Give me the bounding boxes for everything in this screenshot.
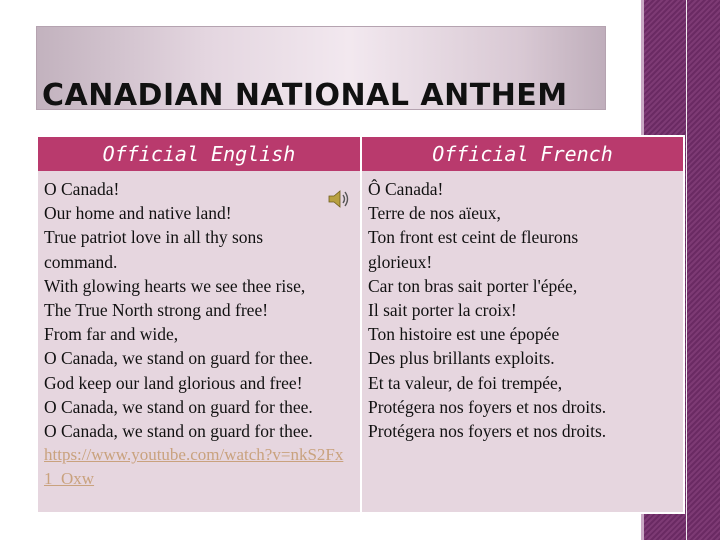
lyric-line: Il sait porter la croix!	[368, 300, 517, 321]
lyric-line: The True North strong and free!	[44, 300, 269, 321]
lyric-line: Terre de nos aïeux,	[368, 203, 501, 224]
lyric-line: With glowing hearts we see thee rise,	[44, 275, 306, 296]
video-link[interactable]: https://www.youtube.com/watch?v=nkS2Fx1_Oxw	[44, 445, 344, 489]
lyric-line: O Canada, we stand on guard for thee.	[44, 348, 313, 369]
lyric-line: Protégera nos foyers et nos droits.	[368, 421, 607, 442]
lyric-line: Et ta valeur, de foi trempée,	[368, 372, 563, 393]
french-column-header: Official French	[362, 137, 683, 171]
slide-title: CANADIAN NATIONAL ANTHEM	[42, 78, 568, 113]
lyric-line: command.	[44, 251, 118, 272]
lyric-line: Car ton bras sait porter l'épée,	[368, 275, 578, 296]
lyric-line: O Canada, we stand on guard for thee.	[44, 396, 313, 417]
column-divider	[360, 137, 362, 512]
lyric-line: glorieux!	[368, 251, 433, 272]
speaker-icon[interactable]	[327, 188, 351, 210]
anthem-table	[36, 135, 685, 514]
lyric-line: O Canada!	[44, 179, 120, 199]
lyric-line: Ton histoire est une épopée	[368, 324, 560, 345]
french-lyrics	[368, 177, 682, 443]
side-band-line	[686, 0, 687, 540]
lyric-line: True patriot love in all thy sons	[44, 227, 264, 248]
english-column-header: Official English	[38, 137, 360, 171]
lyric-line: Des plus brillants exploits.	[368, 348, 555, 369]
lyric-line: From far and wide,	[44, 324, 179, 345]
lyric-line: God keep our land glorious and free!	[44, 372, 303, 393]
lyric-line: Our home and native land!	[44, 203, 232, 224]
lyric-line: Protégera nos foyers et nos droits.	[368, 396, 607, 417]
lyric-line: O Canada, we stand on guard for thee.	[44, 421, 313, 442]
english-lyrics	[44, 177, 356, 491]
lyric-line: Ô Canada!	[368, 179, 444, 199]
lyric-line: Ton front est ceint de fleurons	[368, 227, 579, 248]
